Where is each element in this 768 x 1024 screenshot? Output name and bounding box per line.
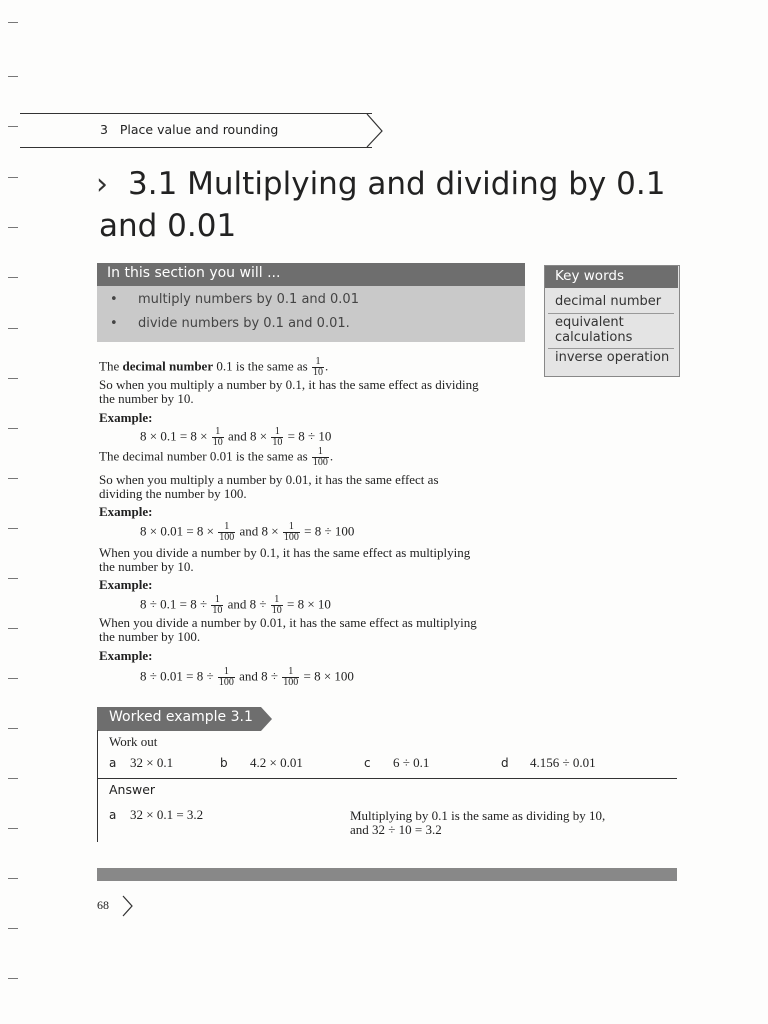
key-word: calculations [555, 330, 633, 345]
example-equation: 8 ÷ 0.01 = 8 ÷ $\frac{1}{100}$ and 8 ÷ $\frac{1}{100}$ = 8 × 100 [140, 666, 354, 688]
paragraph: dividing the number by 100. [99, 486, 247, 501]
example-equation: 8 ÷ 0.1 = 8 ÷ $\frac{1}{10}$ and 8 ÷ $\frac{1}{10}$ = 8 × 10 [140, 594, 331, 616]
paragraph: So when you multiply a number by 0.1, it has the same effect as dividing [99, 377, 479, 392]
in-this-section-heading: In this section you will ... [107, 265, 281, 281]
worked-example-left-rule [97, 730, 98, 842]
key-word: inverse operation [555, 350, 670, 365]
part-letter: b [220, 756, 228, 770]
header-rule-top [20, 113, 372, 114]
answer-letter: a [109, 808, 117, 822]
key-word: equivalent [555, 315, 624, 330]
objective-item: • multiply numbers by 0.1 and 0.01 [110, 292, 359, 307]
bold-term: decimal number [122, 358, 214, 374]
paragraph: the number by 100. [99, 629, 201, 644]
part-letter: c [364, 756, 371, 770]
worked-example-title: Worked example 3.1 [109, 709, 253, 725]
header-chevron-icon [366, 113, 386, 149]
objective-item: • divide numbers by 0.1 and 0.01. [110, 316, 350, 331]
answer-expression: 32 × 0.1 = 3.2 [130, 807, 204, 822]
example-label: Example: [99, 577, 153, 592]
example-label: Example: [99, 504, 153, 519]
chapter-number: 3 [100, 122, 108, 137]
divider [97, 778, 677, 779]
paragraph: When you divide a number by 0.1, it has the same effect as multiplying [99, 545, 471, 560]
answer-explanation: and 32 ÷ 10 = 3.2 [350, 822, 442, 837]
section-title: 3.1 Multiplying and dividing by 0.1 [128, 166, 666, 202]
paragraph: the number by 10. [99, 559, 194, 574]
example-label: Example: [99, 648, 153, 663]
fraction-1-10: $\frac{1}{10}$ [312, 356, 323, 378]
worked-example-bottom-bar [97, 868, 677, 881]
key-word: decimal number [555, 294, 662, 309]
header-rule-bottom [20, 147, 372, 148]
key-words-heading: Key words [555, 268, 624, 284]
paragraph: The decimal number 0.1 is the same as $\frac{1}{10}$ . [99, 356, 329, 378]
part-expression: 4.2 × 0.01 [250, 755, 303, 770]
paragraph: When you divide a number by 0.01, it has the same effect as multiplying [99, 615, 477, 630]
worked-example-prompt: Work out [109, 734, 158, 749]
answer-label: Answer [109, 782, 156, 797]
answer-explanation: Multiplying by 0.1 is the same as dividing by 10, [350, 808, 606, 823]
paragraph: So when you multiply a number by 0.01, it has the same effect as [99, 472, 439, 487]
paragraph: the number by 10. [99, 391, 194, 406]
example-equation: 8 × 0.1 = 8 × $\frac{1}{10}$ and 8 × $\frac{1}{10}$ = 8 ÷ 10 [140, 426, 332, 448]
part-expression: 32 × 0.1 [130, 755, 174, 770]
paragraph: The decimal number 0.01 is the same as $\frac{1}{100}$ . [99, 446, 334, 468]
chapter-title: Place value and rounding [119, 122, 279, 137]
part-letter: a [109, 756, 117, 770]
part-expression: 6 ÷ 0.1 [393, 755, 430, 770]
page-chevron-icon [121, 894, 135, 918]
key-words-header [545, 266, 678, 288]
divider [548, 348, 674, 349]
page-number: 68 [97, 898, 109, 912]
title-chevron-icon: › [96, 167, 108, 202]
divider [548, 313, 674, 314]
fraction-1-100: $\frac{1}{100}$ [312, 446, 328, 468]
section-title-line2: and 0.01 [99, 208, 237, 244]
example-equation: 8 × 0.01 = 8 × $\frac{1}{100}$ and 8 × $\frac{1}{100}$ = 8 ÷ 100 [140, 521, 355, 543]
in-this-section-header [97, 263, 525, 286]
example-label: Example: [99, 410, 153, 425]
running-header [100, 122, 278, 137]
part-letter: d [501, 756, 509, 770]
part-expression: 4.156 ÷ 0.01 [530, 755, 596, 770]
